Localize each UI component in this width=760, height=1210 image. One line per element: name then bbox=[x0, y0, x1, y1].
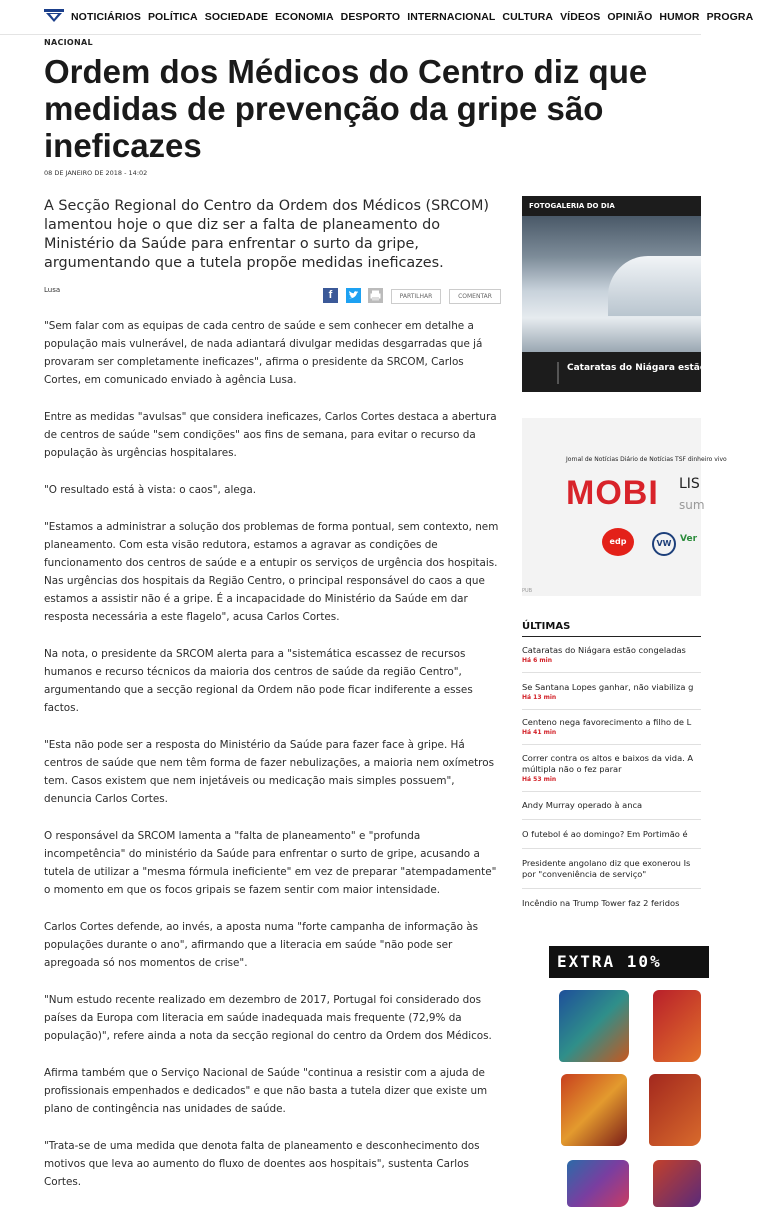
article-paragraph: "Num estudo recente realizado em dezembro de 2017, Portugal foi considerado dos países da Europa com literacia em saúde inadequada mais frequente (72,9% da população)", refere ainda a nota da secção regional do centro da Ordem dos Médicos. bbox=[44, 994, 492, 1042]
facebook-share-icon[interactable]: f bbox=[323, 288, 338, 303]
nav-item-programas[interactable]: PROGRA bbox=[706, 11, 754, 23]
pub-label: PUB bbox=[522, 588, 533, 594]
article-paragraph: Afirma também que o Serviço Nacional de Saúde "continua a resistir com a ajuda de profissionais empenhados e dedicados" e que não basta a tutela dizer que existe um plano de contingência nas unidades de saúde. bbox=[44, 1067, 488, 1115]
article-paragraph: "Esta não pode ser a resposta do Ministério da Saúde para fazer face à gripe. Há centros de saúde que nem têm forma de fazer nebulizações, a maioria nem oxímetros tem. Casos existem que nem injetáveis ou medicação mais simples possuem", denuncia Carlos Cortes. bbox=[44, 739, 494, 805]
ad-sponsor-ver-logo: Ver bbox=[680, 534, 698, 544]
site-logo-icon[interactable] bbox=[44, 9, 64, 23]
nav-item-humor[interactable]: HUMOR bbox=[659, 11, 700, 23]
nav-item-desporto[interactable]: DESPORTO bbox=[340, 11, 401, 23]
latest-news-item[interactable] bbox=[522, 753, 701, 792]
article-paragraph: Entre as medidas "avulsas" que considera ineficazes, Carlos Cortes destaca a abertura de centros de saúde "sem condições" aos fins de semana, para evitar o recurso da população às urgências hospitalares. bbox=[44, 411, 497, 459]
article-paragraph: O responsável da SRCOM lamenta a "falta de planeamento" e "profunda incompetência" do ministério da Saúde para enfrentar o surto de gripe, acusando a tutela de utilizar a "mesma fórmula ineficiente" em vez de preparar "atempadamente" o momento em que os focos gripais se fazem sentir com maior intensidade. bbox=[44, 830, 497, 896]
article-paragraph: "Sem falar com as equipas de cada centro de saúde e sem conhecer em detalhe a população mais vulnerável, de nada adiantará divulgar medidas desgarradas que já provaram ser completamente ineficazes", afirma o presidente da SRCOM, Carlos Cortes, em comunicado enviado à agência Lusa. bbox=[44, 320, 483, 386]
edp-logo-icon: edp bbox=[602, 528, 634, 556]
latest-news-time: Há 53 min bbox=[522, 776, 557, 783]
nav-item-cultura[interactable]: CULTURA bbox=[502, 11, 554, 23]
latest-news-time: Há 6 min bbox=[522, 657, 553, 664]
latest-news-headline[interactable]: O futebol é ao domingo? Em Portimão é bbox=[522, 829, 688, 839]
ad-mobi-logo: MOBI bbox=[566, 474, 659, 512]
waterfall-shape bbox=[608, 256, 701, 316]
volkswagen-logo-icon: VW bbox=[652, 532, 676, 556]
nav-item-politica[interactable]: POLÍTICA bbox=[147, 11, 198, 23]
article-paragraph: Na nota, o presidente da SRCOM alerta para a "sistemática escassez de recursos humanos e recurso técnicos da maioria dos centros de saúde da região Centro", argumentando que a secção regional da Ordem não pode ficar indiferente a esses factos. bbox=[44, 648, 473, 714]
top-nav bbox=[0, 0, 754, 35]
nav-item-economia[interactable]: ECONOMIA bbox=[275, 11, 334, 23]
ad-text-lis: LIS bbox=[679, 476, 700, 492]
ad-text-sum: sum bbox=[679, 498, 705, 512]
latest-news-item[interactable] bbox=[522, 898, 701, 916]
latest-news-time: Há 41 min bbox=[522, 729, 557, 736]
latest-news-item[interactable] bbox=[522, 829, 701, 849]
article-paragraph: Carlos Cortes defende, ao invés, a aposta numa "forte campanha de informação às populações durante o ano", afirmando que a literacia em saúde "não pode ser apregoada só nos momentos de crise". bbox=[44, 921, 479, 969]
photo-gallery[interactable] bbox=[522, 196, 707, 392]
gallery-image[interactable] bbox=[522, 216, 701, 352]
advertisement-mobi[interactable] bbox=[522, 418, 727, 596]
article-title: Ordem dos Médicos do Centro diz que medidas de prevenção da gripe são ineficazes bbox=[44, 53, 648, 164]
latest-news-item[interactable] bbox=[522, 800, 701, 820]
boot-image bbox=[567, 1160, 629, 1207]
nav-item-internacional[interactable]: INTERNACIONAL bbox=[407, 11, 496, 23]
boot-image bbox=[653, 1160, 701, 1207]
latest-news-headline[interactable]: Centeno nega favorecimento a filho de L bbox=[522, 717, 692, 727]
article-paragraph: "O resultado está à vista: o caos", alega. bbox=[44, 484, 257, 496]
boot-image bbox=[653, 990, 701, 1062]
latest-news-headline[interactable]: Se Santana Lopes ganhar, não viabiliza g bbox=[522, 682, 694, 692]
gallery-caption-divider bbox=[557, 362, 559, 384]
boot-image bbox=[559, 990, 629, 1062]
comment-button[interactable]: COMENTAR bbox=[449, 289, 501, 304]
nav-item-sociedade[interactable]: SOCIEDADE bbox=[204, 11, 269, 23]
article-agency: Lusa bbox=[44, 286, 61, 294]
share-button[interactable]: PARTILHAR bbox=[391, 289, 441, 304]
latest-news-divider bbox=[522, 636, 701, 637]
print-icon[interactable] bbox=[368, 288, 383, 303]
article-date: 08 DE JANEIRO DE 2018 - 14:02 bbox=[44, 169, 148, 177]
ad-banner-text: EXTRA 10% bbox=[549, 946, 709, 978]
nav-item-videos[interactable]: VÍDEOS bbox=[560, 11, 601, 23]
nav-menu bbox=[71, 0, 760, 34]
latest-news-item[interactable] bbox=[522, 645, 701, 673]
article-lead: A Secção Regional do Centro da Ordem dos Médicos (SRCOM) lamentou hoje o que diz ser a falta de planeamento do Ministério da Saúde para enfrentar o surto da gripe, argumentando que a tutela propõe medidas ineficazes. bbox=[44, 198, 489, 271]
latest-news-headline[interactable]: Andy Murray operado à anca bbox=[522, 800, 643, 810]
latest-news-item[interactable] bbox=[522, 858, 701, 889]
boot-image bbox=[561, 1074, 627, 1146]
latest-news-headline[interactable]: Incêndio na Trump Tower faz 2 feridos bbox=[522, 898, 680, 908]
article-body bbox=[44, 317, 502, 1210]
gallery-header: FOTOGALERIA DO DIA bbox=[529, 202, 615, 210]
latest-news-headline[interactable]: Cataratas do Niágara estão congeladas bbox=[522, 645, 686, 655]
latest-news-headline[interactable]: Presidente angolano diz que exonerou Is por "conveniência de serviço" bbox=[522, 858, 691, 879]
ad-sponsor-logos: Jornal de Notícias Diário de Notícias TSF dinheiro vivo bbox=[566, 456, 727, 463]
gallery-caption[interactable]: Cataratas do Niágara estão bbox=[567, 363, 707, 373]
twitter-share-icon[interactable] bbox=[346, 288, 361, 303]
advertisement-boots[interactable] bbox=[549, 946, 701, 1207]
section-label[interactable]: NACIONAL bbox=[44, 38, 93, 47]
nav-item-noticiarios[interactable]: NOTICIÁRIOS bbox=[71, 11, 141, 23]
latest-news-item[interactable] bbox=[522, 717, 701, 745]
nav-item-opiniao[interactable]: OPINIÃO bbox=[607, 11, 653, 23]
latest-news-title: ÚLTIMAS bbox=[522, 621, 571, 632]
latest-news-item[interactable] bbox=[522, 682, 701, 710]
boot-image bbox=[649, 1074, 701, 1146]
latest-news-time: Há 13 min bbox=[522, 694, 557, 701]
article-paragraph: "Trata-se de uma medida que denota falta de planeamento e desconhecimento dos motivos que leva ao aumento do fluxo de doentes aos hospitais", sustenta Carlos Cortes. bbox=[44, 1140, 480, 1188]
article-paragraph: "Estamos a administrar a solução dos problemas de forma pontual, sem contexto, nem planeamento. Com esta visão redutora, estamos a agravar as condições de funcionamento dos centros de saúde e a entupir os serviços de urgência dos hospitais. Nas urgências dos hospitais da Região Centro, o principal responsável do caos a que estamos a assistir não é a gripe. É a incapacidade do Ministério da Saúde em dar resposta necessária a este flagelo", acusa Carlos Cortes. bbox=[44, 521, 499, 623]
latest-news-headline[interactable]: Correr contra os altos e baixos da vida. A múltipla não o fez parar bbox=[522, 753, 694, 774]
